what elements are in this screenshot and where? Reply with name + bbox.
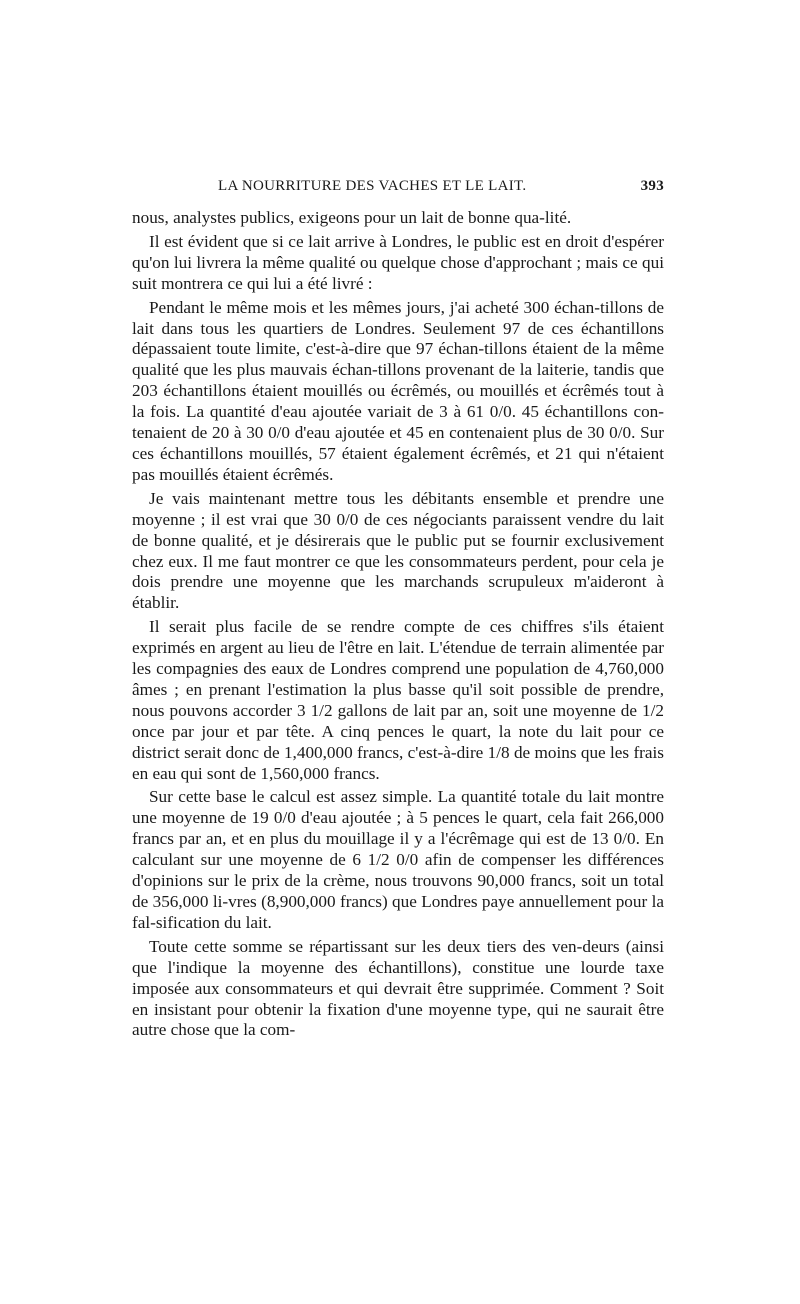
paragraph-7: Toute cette somme se répartissant sur les deux tiers des ven-deurs (ainsi que l'indique la moyenne des échantillons), constitue une lourde taxe imposée aux consommateurs et qui devrait être supprimée. Comment ? Soit en insistant pour obtenir la fixation d'une moyenne type, qui ne saurait être autre chose que la com- [132, 936, 664, 1040]
book-page [132, 178, 664, 1044]
paragraph-5: Il serait plus facile de se rendre compte de ces chiffres s'ils étaient exprimés en argent au lieu de l'être en lait. L'étendue de terrain alimentée par les compagnies des eaux de Londres comprend une population de 4,760,000 âmes ; en prenant l'estimation la plus basse qu'il soit possible de prendre, nous pouvons accorder 3 1/2 gallons de lait par an, soit une moyenne de 1/2 once par jour et par tête. A cinq pences le quart, la note du lait pour ce district serait donc de 1,400,000 francs, c'est-à-dire 1/8 de moins que les frais en eau qui sont de 1,560,000 francs. [132, 617, 664, 783]
paragraph-6: Sur cette base le calcul est assez simple. La quantité totale du lait montre une moyenne de 19 0/0 d'eau ajoutée ; à 5 pences le quart, cela fait 266,000 francs par an, et en plus du mouillage il y a l'écrêmage qui est de 13 0/0. En calculant sur une moyenne de 6 1/2 0/0 afin de compenser les différences d'opinions sur le prix de la crème, nous trouvons 90,000 francs, soit un total de 356,000 li-vres (8,900,000 francs) que Londres paye annuellement pour la fal-sification du lait. [132, 787, 664, 932]
paragraph-4: Je vais maintenant mettre tous les débitants ensemble et prendre une moyenne ; il est vrai que 30 0/0 de ces négociants paraissent vendre du lait de bonne qualité, et je désirerais que le public put se fournir exclusivement chez eux. Il me faut montrer ce que les consommateurs perdent, pour cela je dois prendre une moyenne que les marchands scrupuleux m'aideront à établir. [132, 488, 664, 613]
page-number: 393 [640, 178, 664, 194]
paragraph-2: Il est évident que si ce lait arrive à Londres, le public est en droit d'espérer qu'on lui livrera la même qualité ou quelque chose d'approchant ; mais ce qui suit montrera ce qui lui a été livré : [132, 231, 664, 293]
running-title: LA NOURRITURE DES VACHES ET LE LAIT. [218, 178, 527, 194]
paragraph-3: Pendant le même mois et les mêmes jours, j'ai acheté 300 échan-tillons de lait dans tous les quartiers de Londres. Seulement 97 de ces échantillons dépassaient toute limite, c'est-à-dire que 97 échan-tillons étaient de la même qualité que les plus mauvais échan-tillons provenant de la laiterie, tandis que 203 échantillons étaient mouillés ou écrêmés, ou mouillés et écrêmés tout à la fois. La quantité d'eau ajoutée variait de 3 à 61 0/0. 45 échantillons con-tenaient de 20 à 30 0/0 d'eau ajoutée et 45 en contenaient plus de 30 0/0. Sur ces échantillons mouillés, 57 étaient également écrêmés, et 21 qui n'étaient pas mouillés étaient écrêmés. [132, 297, 664, 484]
body-text [132, 208, 664, 1041]
paragraph-1: nous, analystes publics, exigeons pour un lait de bonne qua-lité. [132, 208, 572, 227]
running-head [132, 178, 664, 200]
